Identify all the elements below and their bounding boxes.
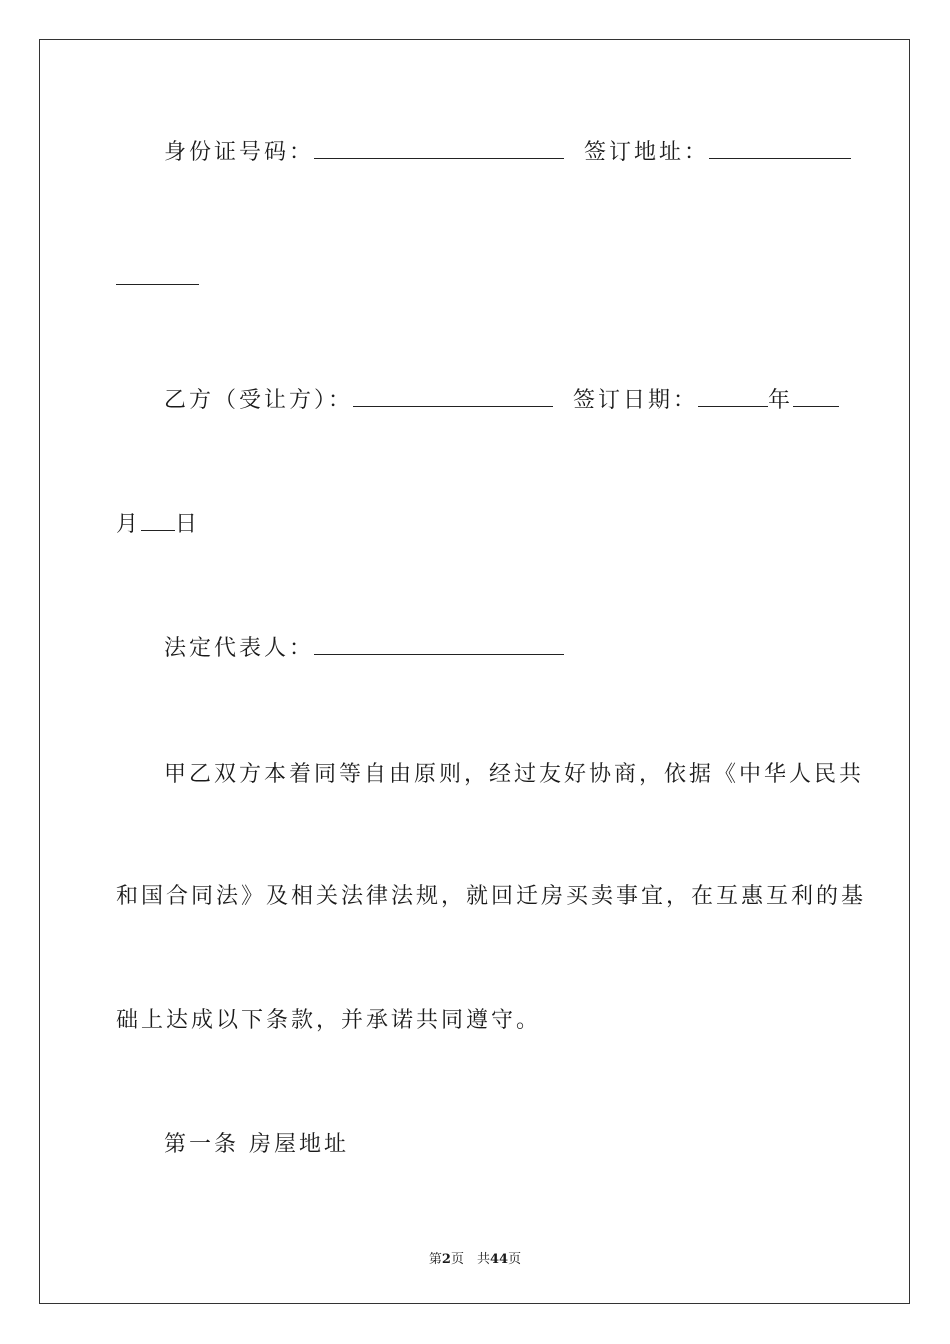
article-heading: 第一条 房屋地址 [164, 1132, 349, 1157]
sign-place-blank [709, 136, 851, 159]
id-number-row [164, 136, 851, 168]
day-char: 日 [175, 512, 201, 537]
sign-place-blank-cont [116, 262, 199, 285]
year-blank [698, 384, 768, 407]
id-number-label: 身份证号码： [164, 140, 315, 165]
footer-suffix: 页 [508, 1252, 522, 1267]
party-b-label: 乙方（受让方）： [164, 388, 354, 413]
page-frame [39, 39, 910, 1304]
legal-rep-blank [314, 632, 564, 655]
legal-rep-label: 法定代表人： [164, 636, 315, 661]
party-b-row [164, 384, 839, 416]
sign-place-continuation [116, 262, 199, 294]
sign-place-label: 签订地址： [584, 140, 710, 165]
year-char: 年 [768, 388, 794, 413]
footer-mid: 页 共 [450, 1252, 490, 1267]
date-continuation-row [116, 508, 200, 540]
paragraph-line-2: 和国合同法》及相关法律法规，就回迁房买卖事宜，在互惠互利的基 [116, 884, 867, 909]
paragraph-line-3: 础上达成以下条款，并承诺共同遵守。 [116, 1008, 542, 1033]
page-footer [0, 1248, 950, 1267]
footer-page-number: 2 [441, 1252, 451, 1267]
sign-date-label: 签订日期： [573, 388, 699, 413]
footer-total-pages: 44 [489, 1252, 509, 1267]
paragraph-line-1: 甲乙双方本着同等自由原则，经过友好协商，依据《中华人民共 [164, 762, 865, 787]
day-blank [141, 508, 175, 531]
legal-rep-row [164, 632, 564, 664]
id-number-blank [314, 136, 564, 159]
month-char: 月 [116, 512, 142, 537]
month-blank [793, 384, 839, 407]
footer-prefix: 第 [428, 1252, 442, 1267]
party-b-blank [353, 384, 553, 407]
